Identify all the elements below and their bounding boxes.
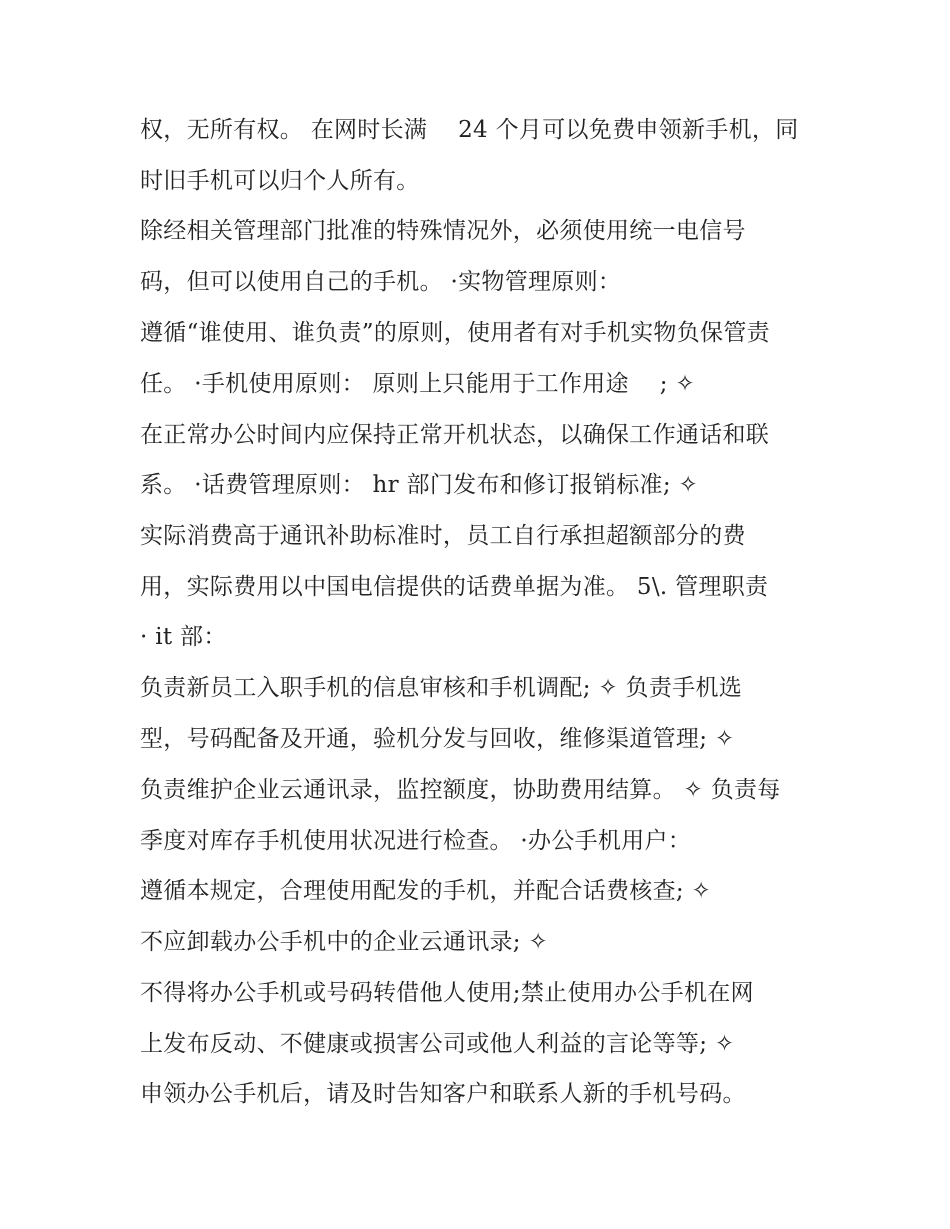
text-line: 遵循本规定，合理使用配发的手机，并配合话费核查; ✧ [140, 878, 712, 904]
text-line: 上发布反动、不健康或损害公司或他人利益的言论等等; ✧ [140, 1031, 735, 1057]
text-line: 在正常办公时间内应保持正常开机状态，以确保工作通话和联 [140, 422, 770, 448]
text-line: 负责维护企业云通讯录，监控额度，协助费用结算。 ✧ 负责每 [140, 777, 781, 803]
text-line: 除经相关管理部门批准的特殊情况外，必须使用统一电信号 [140, 218, 746, 244]
text-line: 不得将办公手机或号码转借他人使用;禁止使用办公手机在网 [140, 980, 754, 1006]
text-line: · it 部： [140, 624, 227, 650]
text-line: 权，无所有权。 在网时长满 24 个月可以免费申领新手机，同 [140, 117, 799, 143]
text-line: 系。 ·话费管理原则： hr 部门发布和修订报销标准; ✧ [140, 472, 699, 498]
text-line: 负责新员工入职手机的信息审核和手机调配; ✧ 负责手机选 [140, 675, 743, 701]
text-line: 申领办公手机后，请及时告知客户和联系人新的手机号码。 [140, 1081, 746, 1107]
text-line: 时旧手机可以归个人所有。 [140, 168, 420, 194]
text-line: 型，号码配备及开通，验机分发与回收，维修渠道管理; ✧ [140, 726, 735, 752]
text-line: 用，实际费用以中国电信提供的话费单据为准。 5\. 管理职责 [140, 574, 769, 600]
text-line: 不应卸载办公手机中的企业云通讯录; ✧ [140, 929, 549, 955]
text-line: 遵循“谁使用、谁负责”的原则，使用者有对手机实物负保管责 [140, 320, 770, 346]
text-line: 任。 ·手机使用原则： 原则上只能用于工作用途 ; ✧ [140, 371, 695, 397]
text-line: 实际消费高于通讯补助标准时，员工自行承担超额部分的费 [140, 523, 746, 549]
text-line: 码，但可以使用自己的手机。 ·实物管理原则： [140, 269, 622, 295]
text-line: 季度对库存手机使用状况进行检查。 ·办公手机用户： [140, 828, 692, 854]
